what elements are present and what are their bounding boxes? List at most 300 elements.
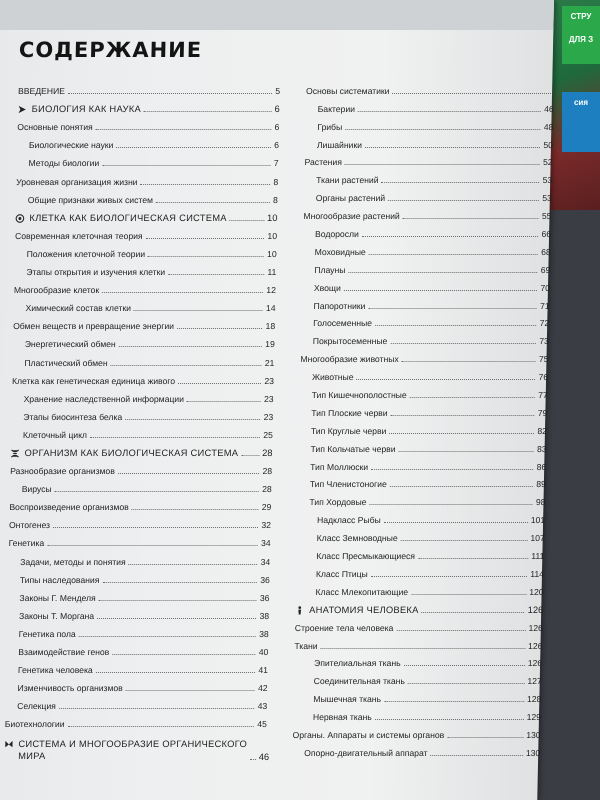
toc-dot-leader [230,220,264,221]
toc-entry-text: Обмен веществ и превращение энергии [13,321,175,332]
toc-page-number: 126 [528,640,543,651]
toc-entry-label [314,658,401,668]
toc-entry-text: Класс Млекопитающие [315,586,409,597]
toc-entry-label [18,647,109,657]
toc-dot-leader [96,129,272,130]
arrow-icon [18,105,27,114]
toc-entry-row [306,96,554,114]
toc-dot-leader [358,111,541,112]
toc-dot-leader [430,755,522,756]
toc-entry-label [20,557,126,567]
toc-dot-leader [371,469,534,470]
toc-entry-row [15,241,277,259]
toc-dot-leader [129,564,258,565]
toc-entry-label [19,611,94,621]
toc-section-row [15,205,277,223]
toc-entry-label [25,303,131,313]
toc-page-number: 10 [266,212,278,223]
toc-dot-leader [369,504,532,505]
toc-dot-leader [382,182,540,183]
toc-entry-label [23,412,122,422]
toc-page-number: 101 [530,515,546,526]
toc-entry-row [17,132,279,150]
toc-entry-label [15,213,227,223]
toc-entry-label [5,719,65,729]
toc-entry-row [305,114,553,132]
toc-page-number: 5 [275,86,281,97]
toc-page-number: 48 [543,121,554,132]
toc-entry-row [293,722,541,740]
toc-dot-leader [102,165,271,166]
toc-entry-text: Опорно-двигательный аппарат [304,747,428,758]
toc-entry-row [12,349,274,367]
toc-dot-leader [99,600,257,601]
toc-entry-text: Моховидные [314,246,366,257]
toc-entry-row [300,364,548,382]
toc-entry-text: Основы систематики [305,85,390,96]
toc-entry-text: Разнообразие организмов [10,466,115,477]
toc-entry-row [9,530,271,548]
toc-page-number: 14 [265,303,276,314]
toc-entry-text: Тип Хордовые [309,497,367,508]
toc-entry-label [310,444,395,454]
toc-entry-text: Этапы открытия и изучения клетки [26,267,166,278]
toc-entry-row [7,585,269,603]
toc-page-number: 68 [541,246,551,257]
toc-page-number: 120 [529,586,544,597]
toc-entry-text: Онтогенез [8,520,51,531]
toc-page-number: 10 [267,248,277,259]
toc-entry-label [315,229,359,239]
toc-dot-leader [156,202,270,203]
toc-dot-leader [111,365,262,366]
toc-entry-text: Ткани [294,640,318,651]
toc-entry-label [310,479,387,489]
toc-entry-row [8,548,270,566]
toc-page-number: 53 [542,175,553,186]
toc-entry-row [10,458,272,476]
toc-entry-row [11,404,273,422]
toc-dot-leader [391,415,535,416]
toc-entry-text: Клетка как генетическая единица живого [11,375,176,386]
toc-dot-leader [356,379,535,380]
toc-page-number: 23 [263,411,274,422]
toc-entry-row [298,472,546,490]
toc-entry-row [301,328,549,346]
toc-entry-label [315,587,408,597]
toc-page-number: 79 [537,407,548,418]
toc-dot-leader [389,433,534,434]
toc-entry-label [20,575,100,585]
toc-entry-label [22,484,52,494]
toc-entry-text: Водоросли [314,229,359,240]
toc-entry-label [306,86,390,96]
toc-dot-leader [146,238,265,239]
toc-page-number: 45 [257,719,267,730]
toc-dot-leader [422,612,525,613]
toc-dot-leader [134,310,263,311]
toc-entry-row [304,185,552,203]
background-badge-blue: сия [562,92,600,152]
toc-page-number: 41 [258,665,269,676]
toc-entry-label [295,605,419,615]
toc-entry-row [17,114,279,132]
toc-entry-text: Химический состав клетки [25,303,132,314]
toc-entry-label [19,593,95,603]
toc-page-number: 6 [274,104,280,115]
toc-entry-row [300,346,548,364]
toc-page-number: 86 [536,461,547,472]
toc-dot-leader [418,558,528,559]
toc-page-number: 71 [539,300,550,311]
toc-entry-label [303,211,400,221]
toc-entry-text: СИСТЕМА И МНОГООБРАЗИЕ ОРГАНИЧЕСКОГО [18,738,248,749]
toc-entry-text: Биологические науки [28,140,114,151]
toc-page-number: 23 [264,375,275,386]
toc-entry-text: Растения [304,157,343,168]
toc-entry-text: ОРГАНИЗМ КАК БИОЛОГИЧЕСКАЯ СИСТЕМА [24,447,239,458]
toc-entry-text: Класс Пресмыкающиеся [316,551,416,562]
toc-entry-row [12,368,274,386]
toc-section-row [18,96,280,114]
toc-dot-leader [375,325,537,326]
toc-entry-text: Методы биологии [28,158,100,169]
toc-entry-label [26,267,165,277]
toc-entry-row [6,657,268,675]
toc-dot-leader [68,93,272,94]
toc-entry-label [312,390,407,400]
toc-page-number: 43 [257,701,268,712]
toc-entry-text: Грибы [317,121,343,132]
toc-dot-leader [90,437,260,438]
toc-entry-label [24,394,185,404]
toc-dot-leader [368,308,537,309]
toc-entry-label [294,641,317,651]
toc-page-number: 66 [541,229,552,240]
toc-entry-row [5,711,267,729]
toc-entry-label [10,466,115,476]
toc-dot-leader [403,218,539,219]
toc-entry-label [17,683,122,693]
toc-dot-leader [96,672,256,673]
toc-entry-row [11,422,273,440]
toc-entry-label [314,283,341,293]
toc-entry-row [303,239,551,257]
toc-entry-text: Клеточный цикл [22,429,88,440]
toc-dot-leader [384,701,524,702]
toc-entry-text: Положения клеточной теории [26,248,146,259]
toc-entry-row [9,494,271,512]
toc-dot-leader [102,582,257,583]
toc-page-number: 128 [526,694,542,705]
toc-entry-row [293,704,541,722]
toc-page-number: 111 [531,551,545,562]
toc-entry-label [313,694,381,704]
toc-entry-row [297,507,545,525]
toc-entry-label [304,157,342,167]
human-icon [295,606,304,615]
toc-entry-label [312,372,354,382]
toc-entry-text: Надкласс Рыбы [316,515,381,526]
toc-page-number: 75 [538,354,549,365]
toc-page-number: 6 [274,140,280,151]
toc-entry-text: КЛЕТКА КАК БИОЛОГИЧЕСКАЯ СИСТЕМА [29,212,227,223]
toc-entry-row [6,639,268,657]
toc-page-number: 23 [263,393,274,404]
toc-entry-text: Многообразие животных [300,354,399,365]
toc-entry-label [315,247,366,257]
toc-entry-label [17,122,93,132]
toc-page-number: 107 [530,533,545,544]
toc-entry-text: Многообразие клеток [13,285,100,296]
toc-page-number: 12 [266,285,277,296]
toc-dot-leader [390,486,534,487]
toc-entry-text: Покрытосеменные [312,336,388,347]
toc-entry-row [14,277,276,295]
toc-page-number: 126 [527,658,543,669]
toc-dot-leader [404,665,525,666]
toc-entry-text: Законы Г. Менделя [19,592,96,603]
toc-entry-row [16,187,278,205]
toc-section-row [295,597,543,615]
toc-entry-text: Пластический обмен [24,357,108,368]
toc-page-number: 38 [259,610,270,621]
toc-dot-leader [371,576,528,577]
toc-dot-leader [447,737,523,738]
toc-page-number: 82 [537,425,548,436]
toc-entry-label [314,676,405,686]
toc-page-number: 36 [260,574,270,585]
toc-entry-text-line2: МИРА [18,750,46,761]
toc-entry-label [15,231,143,241]
toc-entry-row [296,543,544,561]
toc-page-number: 46 [544,103,554,114]
toc-entry-label [18,86,65,96]
toc-entry-text: Органы растений [315,193,386,204]
toc-entry-text: Нервная ткань [312,712,372,723]
toc-entry-text: Тип Плоские черви [311,407,388,418]
toc-dot-leader [401,540,528,541]
toc-entry-row [304,167,552,185]
toc-entry-text: Тип Моллюски [310,461,369,472]
toc-entry-text: Вирусы [21,484,52,495]
toc-entry-label [14,285,99,295]
toc-dot-leader [365,147,540,148]
toc-dot-leader [402,361,536,362]
toc-entry-row [294,633,542,651]
toc-page-number: 8 [272,194,278,205]
page-title: СОДЕРЖАНИЕ [18,38,203,62]
toc-left-column [4,78,280,762]
toc-entry-text: Селекция [17,701,56,712]
toc-dot-leader [177,328,263,329]
toc-entry-row [12,386,274,404]
dna-icon [10,449,19,458]
toc-dot-leader [344,290,538,291]
toc-dot-leader [67,726,254,727]
toc-entry-label [317,140,362,150]
toc-page-number: 46 [258,751,270,762]
toc-entry-label [12,376,175,386]
cell-icon [15,214,24,223]
toc-entry-text: Бактерии [317,103,356,114]
toc-page-number: 73 [539,336,549,347]
toc-page-number: 72 [539,318,550,329]
toc-entry-label [295,623,394,633]
toc-entry-label [4,738,247,762]
toc-page-number: 114 [530,568,545,579]
toc-page-number: 10 [267,230,278,241]
toc-entry-label [293,730,445,740]
toc-entry-row [306,78,554,96]
toc-entry-label [317,515,381,525]
toc-entry-text: Основные понятия [17,122,93,133]
toc-entry-label [16,177,138,187]
toc-entry-text: Тип Членистоногие [309,479,387,490]
toc-dot-leader [396,630,525,631]
toc-dot-leader [144,111,272,112]
toc-entry-label [314,265,345,275]
toc-entry-label [23,430,87,440]
toc-dot-leader [126,690,255,691]
toc-entry-text: Воспроизведение организмов [9,502,129,513]
toc-entry-label [316,175,379,185]
toc-page-number: 98 [535,497,546,508]
toc-entry-label [304,748,428,758]
toc-entry-row [18,78,280,96]
toc-dot-leader [345,129,541,130]
toc-entry-label [28,158,99,168]
toc-entry-row [303,203,551,221]
toc-dot-leader [369,254,538,255]
toc-entry-label [28,195,153,205]
toc-dot-leader [55,491,260,492]
toc-page-number: 77 [538,390,548,401]
toc-page-number: 29 [261,502,272,513]
toc-dot-leader [390,343,536,344]
toc-entry-label [300,354,398,364]
toc-entry-label [318,104,355,114]
toc-entry-label [313,712,372,722]
toc-entry-row [5,675,267,693]
toc-entry-label [309,497,366,507]
toc-entry-text: Генетика человека [17,665,93,676]
toc-entry-row [14,259,276,277]
toc-entry-label [9,538,45,548]
toc-entry-text: Ткани растений [316,175,379,186]
toc-entry-label [316,193,386,203]
toc-entry-label [25,339,116,349]
toc-dot-leader [132,509,259,510]
toc-entry-row [296,561,544,579]
toc-entry-text: Лишайники [316,139,363,150]
toc-page-number: 19 [265,339,275,350]
toc-page-number: 6 [274,122,280,133]
toc-entry-text: Генетика [8,538,45,549]
toc-page-number: 38 [259,628,269,639]
toc-page-number: 83 [536,443,547,454]
toc-entry-label [9,520,50,530]
toc-entry-row [15,223,277,241]
toc-entry-text: Биотехнологии [4,719,65,730]
toc-entry-row [301,293,549,311]
toc-dot-leader [187,401,261,402]
toc-page-number: 126 [527,604,544,615]
toc-page-number: 42 [257,683,268,694]
toc-entry-label [316,569,368,579]
toc-entry-label [18,104,142,114]
toc-entry-row [294,651,542,669]
toc-entry-row [16,150,278,168]
toc-dot-leader [408,683,524,684]
toc-entry-text: ВВЕДЕНИЕ [17,86,66,97]
toc-entry-text: Хвощи [313,282,341,293]
toc-entry-row [10,476,272,494]
toc-entry-label [9,502,129,512]
toc-entry-label [313,318,372,328]
toc-entry-row [298,436,546,454]
toc-section-row [10,440,272,458]
toc-entry-label [317,122,342,132]
toc-entry-text: Тип Кольчатые черви [310,443,396,454]
toc-entry-label [10,448,238,458]
toc-page-number: 28 [262,466,273,477]
toc-entry-label [19,629,76,639]
toc-dot-leader [125,419,260,420]
background-badge-green: СТРУ ДЛЯ З [562,6,600,64]
toc-page-number: 8 [273,176,279,187]
toc-entry-text: Строение тела человека [294,622,394,633]
toc-entry-row [295,579,543,597]
toc-page-number: 11 [267,267,277,278]
toc-page-number: 28 [262,447,273,458]
toc-page-number: 55 [541,211,552,222]
toc-entry-text: Класс Птицы [315,568,368,579]
toc-dot-leader [321,648,526,649]
toc-entry-row [13,295,275,313]
toc-dot-leader [345,164,540,165]
toc-page-number: 130 [525,747,541,758]
toc-page-number: 50 [543,139,554,150]
toc-entry-text: Тип Круглые черви [310,425,387,436]
toc-entry-row [297,489,545,507]
toc-page-number: 18 [265,321,276,332]
toc-entry-row [300,382,548,400]
toc-entry-text: Многообразие растений [303,211,400,222]
toc-dot-leader [59,708,255,709]
toc-dot-leader [250,759,256,760]
toc-entry-row [301,311,549,329]
toc-page-number: 32 [261,520,272,531]
toc-entry-text: Энергетический обмен [24,339,116,350]
toc-page-number: 52 [542,157,553,168]
toc-entry-text: Современная клеточная теория [14,230,143,241]
toc-entry-text: Соединительная ткань [313,676,406,687]
toc-section-row [4,729,270,762]
toc-entry-row [295,615,543,633]
toc-entry-text: Этапы биосинтеза белка [23,411,123,422]
toc-entry-row [16,168,278,186]
toc-entry-text: Типы наследования [19,574,100,585]
toc-entry-text: Голосеменные [313,318,373,329]
toc-entry-row [303,221,551,239]
toc-dot-leader [141,184,271,185]
toc-entry-label [24,358,107,368]
toc-page-number: 40 [258,647,269,657]
toc-page-number: 7 [273,158,279,169]
toc-dot-leader [47,545,258,546]
toc-entry-text: Изменчивость организмов [17,683,123,694]
